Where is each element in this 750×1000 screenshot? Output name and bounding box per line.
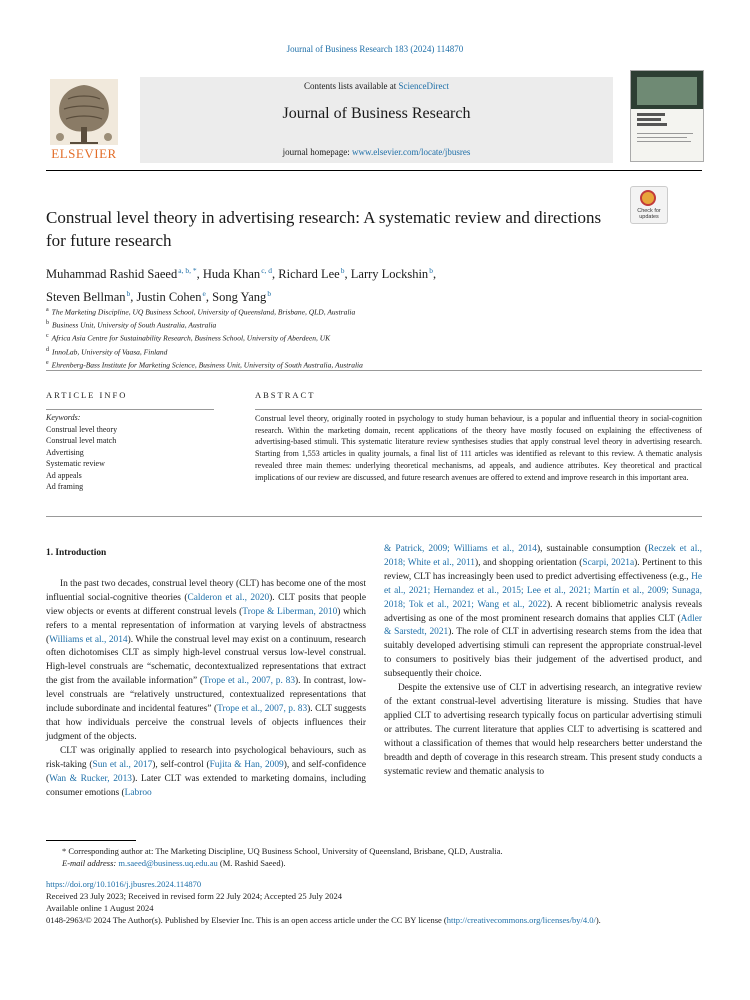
keywords-block [46, 412, 117, 493]
paragraph-text: ), and self-confidence ( [46, 759, 366, 784]
body-paragraph [384, 682, 702, 779]
section-heading: 1. Introduction [46, 548, 107, 558]
paragraph-text: ). A recent bibliometric analysis reveals advertising as one of the most prominent research domains that applies CLT ( [384, 599, 702, 624]
keyword: Construal level match [46, 436, 117, 445]
footnote [46, 845, 702, 869]
affiliations [46, 305, 363, 371]
affiliation: $^c$ Africa Asia Centre for Sustainability Research, Business School, University of Aberdeen, UK [46, 333, 331, 343]
contents-line [140, 81, 613, 91]
paragraph-text: ). CLT posits that people view objects or events at different construal levels ( [46, 592, 366, 617]
citation-link[interactable]: Scarpi, 2021a [582, 557, 635, 568]
author-affiliation-marker[interactable]: b [429, 266, 433, 275]
citation-link[interactable]: Sun et al., 2017 [92, 759, 153, 770]
author-affiliation-marker[interactable]: e [202, 289, 206, 299]
article-title: Construal level theory in advertising research: A systematic review and directions for future research [46, 208, 602, 250]
paragraph-text: ). The role of CLT in advertising research stems from the idea that suitably developed advertising stimuli can represent the appropriate construal-level to consumers to positively bias their judgement of the advertised product, and subsequently their choice. [384, 627, 702, 680]
homepage-link[interactable]: www.elsevier.com/locate/jbusres [352, 147, 471, 157]
citation-link[interactable]: Labroo [124, 787, 152, 798]
author-list: Muhammad Rashid Saeed $^{a, b, *}$, Huda Khan $^{c, d}$, Richard Lee $^b$, Larry Lockshin $^b$, Steven Bellman $^b$, Justin Cohen $^e$, Song Yang $^b$ [46, 266, 437, 305]
homepage-line [140, 147, 613, 157]
journal-citation[interactable]: Journal of Business Research 183 (2024) 114870 [286, 44, 464, 54]
affiliation: $^e$ Ehrenberg-Bass Institute for Marketing Science, Business Unit, University of South Australia, Australia [46, 359, 363, 370]
author[interactable]: Song Yang $^b$ [212, 289, 272, 305]
citation-link[interactable]: Trope et al., 2007, p. 83 [217, 704, 308, 715]
author[interactable]: Larry Lockshin $^b$ [350, 266, 433, 282]
email-suffix: (M. Rashid Saeed). [217, 858, 286, 868]
keyword: Advertising [46, 447, 84, 457]
keyword: Ad appeals [46, 470, 82, 480]
journal-header [140, 77, 613, 163]
author-affiliation-marker[interactable]: b [340, 266, 345, 275]
paragraph-text: ), sustainable consumption ( [536, 544, 648, 554]
author[interactable]: Steven Bellman $^b$ [46, 289, 131, 305]
cover-image [637, 77, 697, 105]
body-column-right [384, 543, 702, 779]
footnote-divider [46, 840, 136, 841]
cover-body [631, 109, 703, 161]
keyword: Systematic review [46, 459, 105, 468]
header-divider [46, 170, 702, 171]
keywords-label: Keywords: [46, 413, 81, 422]
contents-prefix: Contents lists available at [304, 81, 399, 91]
email-line [46, 857, 702, 869]
citation-link[interactable]: Fujita & Han, 2009 [209, 759, 284, 770]
abstract-text: Construal level theory, originally rooted in psychology to study human behaviour, is a popular and influential theory in social-cognition research. Within the marketing domain, recent applications of the theory have mostly focused on explaining the effectiveness of advertising-based stimuli. This systematic literature review synthesises studies that apply construal level theory in advertising research. Starting from 1,553 articles in quality journals, a final list of 111 articles was identified as relevant to this review. A thematic analysis revealed three main themes: underlying theoretical mechanisms, ad appeals, and audience attributes. Key theoretical and practical implications of our review are discussed, and future research avenues are offered to extend and improve research in this important area. [255, 414, 702, 482]
citation-link[interactable]: Wan & Rucker, 2013 [49, 773, 132, 784]
author[interactable]: Justin Cohen $^e$ [136, 289, 206, 305]
paragraph-text: ). In contrast, low-level construals are “relatively unstructured, contextualized representations that include subordinate and incidental features” ( [46, 676, 366, 715]
paragraph-text: Despite the extensive use of CLT in advertising research, an integrative review of the extant construal-level advertising literature is missing. Studies that have applied CLT to advertising research typically focus on particular advertising stimuli or attributes. The current literature that applies CLT to advertising is scattered and without a classification of themes that would help researchers better understand the breadth and depth of coverage in this research stream. This present study conducts a systematic review and thematic analysis to [384, 683, 702, 777]
author[interactable]: Muhammad Rashid Saeed $^{a, b, *}$ [46, 266, 197, 282]
author-affiliation-marker[interactable]: c, d [261, 266, 273, 275]
sciencedirect-link[interactable]: ScienceDirect [398, 81, 449, 91]
check-for-updates-badge[interactable] [630, 186, 668, 224]
author-affiliation-marker[interactable]: b [126, 289, 131, 299]
copyright-text: 0148-2963/© 2024 The Author(s). Published by Elsevier Inc. This is an open access article under the CC BY license ( [46, 915, 447, 925]
paragraph-text: ) which refers to a mental representation of information at varying levels of abstractness ( [46, 606, 366, 645]
keyword: Construal level theory [46, 424, 118, 434]
paragraph-text: ). Pertinent to this review, CLT has increasingly been used to predict advertising effectiveness (e.g., [384, 557, 702, 582]
copyright-suffix: ). [595, 915, 601, 925]
email-link[interactable]: m.saeed@business.uq.edu.au [118, 858, 218, 868]
abstract-divider [255, 409, 702, 410]
copyright-line [46, 914, 726, 926]
paragraph-text: ). Later CLT was extended to marketing domains, including consumer emotions ( [46, 773, 366, 798]
online-date: Available online 1 August 2024 [46, 903, 154, 913]
body-paragraph [46, 745, 366, 801]
license-link[interactable]: http://creativecommons.org/licenses/by/4.0/ [446, 915, 596, 925]
citation-link[interactable]: Calderon et al., 2020 [187, 592, 270, 603]
paragraph-text: ), self-control ( [152, 759, 210, 770]
citation-link[interactable]: Trope et al., 2007, p. 83 [203, 676, 296, 687]
author-affiliation-marker[interactable]: b [267, 289, 272, 299]
journal-cover-thumbnail[interactable] [630, 70, 704, 162]
check-updates-label: Check for updates [637, 208, 661, 220]
elsevier-wordmark: ELSEVIER [51, 146, 117, 161]
citation-link[interactable]: Trope & Liberman, 2010 [242, 606, 338, 617]
paragraph-text: CLT was originally applied to research into psychological behaviours, such as risk-taking ( [46, 745, 366, 770]
body-column-left [46, 543, 366, 800]
author[interactable]: Huda Khan $^{c, d}$ [202, 266, 273, 282]
journal-name: Journal of Business Research [282, 105, 471, 122]
affiliation: $^a$ The Marketing Discipline, UQ Business School, University of Queensland, Brisbane, QLD, Australia [46, 307, 356, 317]
body-paragraph [384, 543, 702, 682]
keyword: Ad framing [46, 482, 84, 491]
corresponding-author-note: * Corresponding author at: The Marketing Discipline, UQ Business School, University of Queensland, Brisbane, QLD, Australia. [62, 846, 503, 856]
paragraph-text: In the past two decades, construal level theory (CLT) has become one of the most influential social-cognitive theories ( [46, 578, 366, 603]
homepage-prefix: journal homepage: [282, 147, 353, 157]
article-info-divider [46, 409, 214, 410]
paragraph-text: ). CLT suggests that how individuals perceive the construal levels of objects influences their judgment of the objects. [46, 704, 366, 742]
paragraph-text: ). While the construal level may exist on a continuum, research often dichotomises CLT as simply high-level construal versus low-level construal. High-level construals are “schematic, decontextualized representations that extract the gist from the available information” ( [46, 634, 366, 687]
abstract-bottom-divider [46, 516, 702, 517]
affiliation: $^b$ Business Unit, University of South Australia, Australia [46, 320, 217, 330]
citation-link[interactable]: Reczek et al., 2018; White et al., 2011 [384, 544, 702, 568]
citation-link[interactable]: & Patrick, 2009; Williams et al., 2014 [384, 544, 537, 554]
doi-link[interactable]: https://doi.org/10.1016/j.jbusres.2024.114870 [46, 879, 202, 889]
author-affiliation-marker[interactable]: a, b, * [178, 266, 197, 275]
section-divider [46, 370, 702, 371]
abstract-heading: ABSTRACT [255, 390, 316, 400]
body-paragraph [46, 578, 366, 745]
article-info-heading: ARTICLE INFO [46, 390, 128, 400]
email-label: E-mail address: [62, 858, 119, 868]
citation-link[interactable]: Adler & Sarstedt, 2021 [384, 613, 702, 638]
received-dates: Received 23 July 2023; Received in revised form 22 July 2024; Accepted 25 July 2024 [46, 891, 343, 901]
author[interactable]: Richard Lee $^b$ [278, 266, 345, 282]
affiliation: $^d$ InnoLab, University of Vaasa, Finland [46, 346, 168, 357]
check-updates-icon [640, 190, 656, 206]
citation-link[interactable]: Williams et al., 2014 [49, 634, 128, 645]
paragraph-text: ), and shopping orientation ( [474, 557, 583, 568]
publication-info [46, 878, 726, 926]
elsevier-logo [46, 77, 122, 163]
citation-link[interactable]: He et al., 2021; Hernandez et al., 2015; Lee et al., 2021; Martín et al., 2009; Sunaga, 2018; Tok et al., 2021; Wang et al., 2022 [384, 571, 702, 610]
